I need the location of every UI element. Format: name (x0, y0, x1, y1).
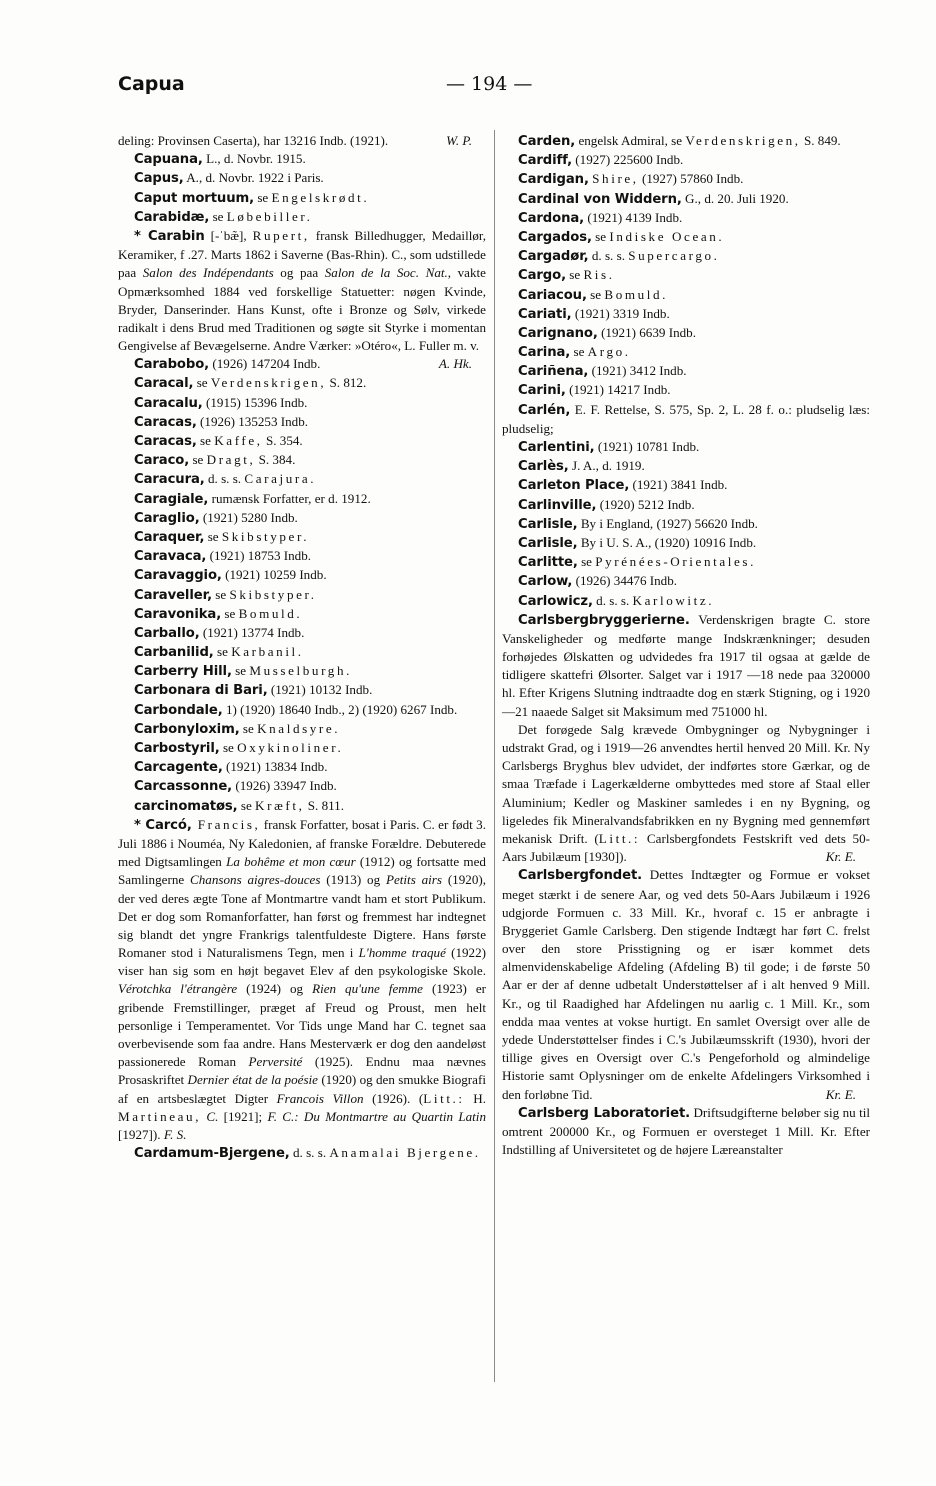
entry: Caravaggio, (1921) 10259 Indb. (134, 567, 327, 584)
entry: Carignano, (1921) 6639 Indb. (518, 324, 696, 341)
entry: carcinomatøs, se Kræft, S. 811. (134, 797, 344, 814)
headword: Cariñena, (518, 364, 589, 380)
headword: Cargadør, (518, 249, 589, 265)
work-title: Chansons aigres-douces (190, 872, 321, 888)
entry: Caraquer, se Skibstyper. (134, 528, 310, 545)
cross-reference: Skibstyper. (221, 528, 310, 544)
cross-reference: Pyrénées-Orientales. (595, 554, 756, 570)
headword: Carlsberg Laboratoriet. (518, 1105, 691, 1121)
entry-carlsberg-laboratoriet: Carlsberg Laboratoriet. Driftsudgifterne beløber sig nu til omtrent 200000 Kr., og Formuen er oversteget 1 Mill. Kr. Efter Indstilling af Universitetet og de højere Læreanstalter (502, 1104, 870, 1158)
entry: Carlès, J. A., d. 1919. (518, 458, 645, 475)
entry: Carberry Hill, se Musselburgh. (134, 663, 352, 680)
headword: Caraquer, (134, 529, 205, 545)
work-title: F. C.: Du Montmartre au Quartin Latin (267, 1108, 486, 1124)
entry: Caravaca, (1921) 18753 Indb. (134, 548, 312, 565)
entry: Caracalu, (1915) 15396 Indb. (134, 394, 308, 411)
cross-reference: Supercargo. (628, 248, 720, 264)
author-signature: Kr. E. (825, 1086, 856, 1102)
continued-entry: deling: Provinsen Caserta), har 13216 Indb. (1921). W. P. (118, 132, 486, 150)
headword: Caravonika, (134, 606, 222, 622)
work-title: Dernier état de la poésie (187, 1072, 318, 1088)
headword: Carina, (518, 345, 571, 361)
entry: Carcagente, (1921) 13834 Indb. (134, 759, 328, 776)
entry: Cardiff, (1927) 225600 Indb. (518, 152, 684, 169)
entry-carlsbergbryggerierne: Carlsbergbryggerierne. Verdenskrigen bragte C. store Vanskeligheder og medførte mange Indskrænkninger; desuden forhøjedes Ølskatten og udvidedes fra 1917 til ogsaa at gælde de tidligere skattefri Ølsorter. Salget var i 1917 —18 nede paa 320000 hl. Efter Krigens Slutning indtraadte dog en stærk Stigning, og i 1920—21 naaede Salget sit Maksimum med 751000 hl. (502, 611, 870, 719)
page-number: — 194 — (446, 73, 533, 95)
literature-label: Litt.: (598, 830, 641, 846)
headword: Caracas, (134, 414, 197, 430)
cross-reference: Argo. (587, 344, 631, 360)
work-title: La bohême et mon cœur (226, 854, 356, 870)
entry: Cardigan, Shire, (1927) 57860 Indb. (518, 171, 744, 188)
work-title: Perversité (248, 1054, 303, 1070)
cross-reference: Kaffe, (214, 433, 263, 448)
cross-reference: Bomuld. (238, 605, 303, 621)
short-entries (118, 355, 486, 816)
headword: Carbonara di Bari, (134, 683, 268, 699)
headword: carcinomatøs, (134, 798, 238, 814)
headword: Cargo, (518, 268, 566, 284)
headword: Cardigan, (518, 172, 589, 188)
right-column (502, 132, 870, 1159)
entry: Carlisle, By i England, (1927) 56620 Indb. (518, 515, 758, 532)
entry: Carlitte, se Pyrénées-Orientales. (518, 554, 756, 571)
headword: Caput mortuum, (134, 190, 255, 206)
person-name: Francis, (191, 816, 261, 832)
cross-reference: Løbebiller. (226, 208, 313, 224)
headword: Carlowicz, (518, 593, 593, 609)
headword: Carcagente, (134, 760, 223, 776)
headword: Carlow, (518, 574, 573, 590)
headword: Caraco, (134, 453, 190, 469)
cross-reference: Kræft, (255, 797, 305, 813)
entry: Carballo, (1921) 13774 Indb. (134, 624, 305, 641)
cross-reference: Dragt, (206, 452, 256, 468)
entry: Carbonara di Bari, (1921) 10132 Indb. (134, 682, 373, 699)
entry-paragraph: Det forøgede Salg krævede Ombygninger og Nybygninger i udstrakt Grad, og i 1919—26 anvendtes hertil henved 20 Mill. Kr. Ny Carlsbergs Bryghus blev udvidet, der indførtes store Gærkar, og de smaa Træfade i Lagerkælderne ombyttedes med store af Staal eller Aluminium; Kedler og Maskiner samledes i en ny Bygning, og ligeledes fik Mineralvandsfabrikken en ny Bygning med gennemført mekanisk Drift. (Litt.: Carlsbergfondets Festskrift ved dets 50-Aars Jubilæum [1930]). Kr. E. (502, 721, 870, 867)
person-name: Rupert, (252, 227, 310, 243)
work-title: Rien qu'une femme (312, 981, 423, 997)
headword: Carabidæ, (134, 209, 210, 225)
left-column (118, 132, 486, 1163)
entry: Carabobo, (1926) 147204 Indb. (134, 356, 321, 373)
entry: Cardona, (1921) 4139 Indb. (518, 209, 683, 226)
headword: Carlén, (518, 402, 571, 418)
headword: Cardona, (518, 210, 585, 226)
entry: Carcassonne, (1926) 33947 Indb. (134, 778, 337, 795)
entry: Carlisle, By i U. S. A., (1920) 10916 Indb. (518, 534, 757, 551)
work-title: Salon des Indépendants (142, 265, 274, 281)
headword: Carlisle, (518, 535, 578, 551)
work-title: Francois Villon (276, 1090, 364, 1106)
headword: Capuana, (134, 152, 203, 168)
headword: Carlentini, (518, 440, 595, 455)
author-signature: Kr. E. (825, 849, 856, 865)
cross-reference: Verdenskrigen, (210, 375, 327, 391)
headword: Caracalu, (134, 395, 203, 411)
entry: Cariacou, se Bomuld. (518, 286, 669, 303)
entry: Carden, engelsk Admiral, se Verdenskrigen, S. 849. (518, 133, 841, 149)
entry: Caracal, se Verdenskrigen, S. 812. (134, 375, 367, 392)
entry: Carbonyloxim, se Knaldsyre. (134, 720, 341, 737)
headword: Carlsbergbryggerierne. (518, 612, 690, 628)
entry: Caraglio, (1921) 5280 Indb. (134, 509, 298, 526)
headword: Caracas, (134, 434, 197, 449)
cross-reference: Karlowitz. (632, 592, 715, 608)
headword: Carcassonne, (134, 779, 233, 795)
entry: Carbanilid, se Karbanil. (134, 644, 304, 661)
headword: Caraglio, (134, 510, 200, 526)
author-signature: W. P. (446, 133, 472, 148)
cross-reference: Ris. (583, 267, 615, 283)
entry: Caracas, (1926) 135253 Indb. (134, 413, 309, 430)
headword: Carlsbergfondet. (518, 868, 643, 884)
cross-reference: Indiske Ocean. (609, 228, 725, 244)
cross-reference: Musselburgh. (249, 663, 352, 679)
entry: Carlow, (1926) 34476 Indb. (518, 573, 678, 590)
entry: Caracura, d. s. s. Carajura. (134, 471, 317, 488)
entry-carco: * Carcó, Francis, fransk Forfatter, bosat i Paris. C. er født 3. Juli 1886 i Nouméa, Ny Kaledonien, af franske Forældre. Debuterede med Digtsamlingen La bohême et mon cœur (1912) og fortsatte med Samlingerne Chansons aigres-douces (1913) og Petits airs (1920), der ved deres ægte Tone af Montmartre vandt ham et stort Publikum. Det er dog som Romanforfatter, han først og fremmest har indtegnet sig blandt det yngre Frankrigs talentfuldeste Digtere. Hans første Romaner stod i Naturalismens Tegn, men i L'homme traqué (1922) viser han sig som en højt begavet Elev af den psykologiske Skole. Vérotchka l'étrangère (1924) og Rien qu'une femme (1923) er gribende Fremstillinger, præget af Freud og Proust, men helt personlige i Temperamentet. Vor Tids unge Mand har C. tegnet saa overbevisende som faa andre. Hans Mesterværk er dog den aandeløst passionerede Roman Perversité (1925). Endnu maa nævnes Prosaskriftet Dernier état de la poésie (1920) og den smukke Biografi af en artsbeslægtet Digter Francois Villon (1926). (Litt.: H. Martineau, C. [1921]; F. C.: Du Montmartre au Quartin Latin [1927]). F. S. (118, 816, 487, 1142)
headword: Carberry Hill, (134, 664, 232, 680)
headword: Carabobo, (134, 357, 210, 373)
entry: Carlentini, (1921) 10781 Indb. (518, 439, 700, 455)
author-signature: F. S. (163, 1126, 187, 1142)
headword: Cargados, (518, 229, 592, 245)
entry: Carabidæ, se Løbebiller. (134, 208, 313, 225)
cross-reference: Verdenskrigen, (685, 133, 801, 148)
work-title: Petits airs (385, 872, 442, 888)
headword: Carlès, (518, 459, 569, 475)
entry: Caraco, se Dragt, S. 384. (134, 452, 296, 469)
headword: Caracura, (134, 472, 205, 488)
cross-reference: Anamalai Bjergene. (329, 1145, 481, 1161)
entry: Capuana, L., d. Novbr. 1915. (134, 151, 306, 168)
literature-label: Litt.: (423, 1090, 465, 1106)
entry-carlsbergfondet: Carlsbergfondet. Dettes Indtægter og Formue er vokset meget stærkt i de senere Aar, og ved dets 50-Aars Jubilæum i 1926 udgjorde Formuen c. 33 Mill. Kr., hvoraf c. 15 er anbragte i Bryggeriet Gamle Carlsberg. Den stigende Indtægt har ført C. frelst over den store Prisstigning og er især kommet dets almenvidenskabelige Afdeling (Afdeling B) til gode; i de første 50 Aar er der af denne udbetalt Understøttelser af i alt henved 9 Mill. Kr., og til Raadighed har Afdelingen nu aarlig c. 1 Mill. Kr., som endda maa ventes at vokse hurtigt. En samlet Oversigt over alle de ydede Understøttelser findes i C.'s Jubilæumsskrift (1930), hvori der tillige gives en Oversigt over C.'s Pengeforhold og almindelige Historie samt Oplysninger om de enkelte Afdelingers Virksomhed i den forløbne Tid. Kr. E. (502, 866, 870, 1103)
cross-reference: Carajura. (244, 471, 317, 487)
entry: Caraveller, se Skibstyper. (134, 586, 317, 603)
headword: Cardiff, (518, 153, 573, 169)
headword: Carignano, (518, 325, 598, 341)
headword: Caragiale, (134, 491, 209, 507)
headword: Carbostyril, (134, 741, 220, 756)
entry: Carlén, E. F. Rettelse, S. 575, Sp. 2, L. 28 f. o.: pludselig læs: pludselig; (502, 401, 870, 436)
entry: Carini, (1921) 14217 Indb. (518, 382, 671, 399)
running-head: Capua (118, 73, 185, 95)
headword: Cardamum-Bjergene, (134, 1146, 290, 1162)
headword: Carleton Place, (518, 478, 630, 494)
headword: Carlitte, (518, 555, 578, 571)
entry: Cardinal von Widdern, G., d. 20. Juli 1920. (518, 190, 789, 207)
entry: Carbondale, 1) (1920) 18640 Indb., 2) (1920) 6267 Indb. (134, 701, 458, 718)
entry: Cargadør, d. s. s. Supercargo. (518, 248, 720, 265)
entry: Carbostyril, se Oxykinoliner. (134, 740, 344, 756)
work-title: C. (206, 1108, 219, 1124)
headword: Caravaggio, (134, 568, 222, 584)
headword: Cardinal von Widdern, (518, 191, 682, 207)
entry: Carlinville, (1920) 5212 Indb. (518, 496, 695, 513)
work-title: Salon de la Soc. Nat. (324, 265, 448, 281)
headword: Carbonyloxim, (134, 721, 240, 737)
headword: * Carabin (134, 228, 205, 244)
entry: Caragiale, rumænsk Forfatter, er d. 1912. (134, 490, 371, 507)
cross-reference: Bomuld. (604, 286, 669, 302)
headword: Carballo, (134, 625, 200, 641)
entry: Cardamum-Bjergene, d. s. s. Anamalai Bjergene. (134, 1145, 481, 1162)
headword: Carden, (518, 134, 576, 149)
headword: Caravaca, (134, 549, 207, 565)
headword: Carlinville, (518, 497, 597, 513)
author-signature: A. Hk. (438, 356, 472, 372)
headword: Carini, (518, 383, 566, 399)
headword: Capus, (134, 171, 184, 187)
entry: Carina, se Argo. (518, 344, 631, 361)
cross-reference: Karbanil. (231, 644, 304, 660)
headword: Caracal, (134, 376, 194, 392)
headword: Cariacou, (518, 287, 587, 303)
entry: Cariati, (1921) 3319 Indb. (518, 305, 670, 322)
entry: Capus, A., d. Novbr. 1922 i Paris. (134, 170, 324, 187)
cross-reference: Shire, (592, 171, 639, 187)
entry: Carlowicz, d. s. s. Karlowitz. (518, 592, 715, 609)
cross-reference: Oxykinoliner. (237, 740, 344, 755)
entry: Carleton Place, (1921) 3841 Indb. (518, 477, 728, 494)
person-name: Martineau, (118, 1108, 202, 1124)
cross-reference: Knaldsyre. (257, 720, 341, 736)
entry: Caracas, se Kaffe, S. 354. (134, 433, 303, 449)
headword: Carlisle, (518, 516, 578, 532)
entry: Cargados, se Indiske Ocean. (518, 228, 725, 245)
headword: Cariati, (518, 306, 572, 322)
entry: Cariñena, (1921) 3412 Indb. (518, 363, 687, 380)
column-divider (494, 130, 495, 1382)
headword: Carbanilid, (134, 645, 214, 661)
entry: Caput mortuum, se Engelskrødt. (134, 189, 370, 206)
short-entries (502, 132, 870, 611)
entry: Caravonika, se Bomuld. (134, 605, 303, 622)
cross-reference: Engelskrødt. (271, 189, 370, 205)
headword: Caraveller, (134, 587, 212, 603)
work-title: Vérotchka l'étrangère (118, 981, 238, 997)
entry: Cargo, se Ris. (518, 267, 615, 284)
cross-reference: Skibstyper. (229, 586, 317, 602)
entry-carabin: * Carabin [-ˈbæ̃], Rupert, fransk Billedhugger, Medaillør, Keramiker, f .27. Marts 1862 i Saverne (Bas-Rhin). C., som udstillede paa Salon des Indépendants og paa Salon de la Soc. Nat., vakte Opmærksomhed 1884 ved forskellige Statuetter: nøgen Kvinde, Bryder, Danserinder. Hans Kunst, ofte i Bronze og Sølv, virkede radikalt i dens Brud med Traditionen og søgte sit Styrke i momentan Gengivelse af Bevægelserne. Andre Værker: »Otéro«, L. Fuller m. v. A. Hk. (118, 227, 486, 355)
headword: * Carcó, (134, 817, 192, 833)
headword: Carbondale, (134, 702, 223, 718)
work-title: L'homme traqué (358, 945, 446, 961)
